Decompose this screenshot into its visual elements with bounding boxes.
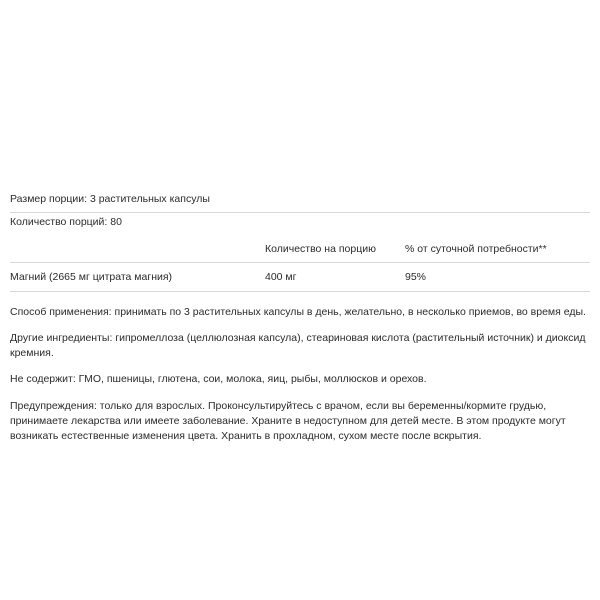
- serving-size-row: [10, 190, 590, 213]
- servings-per-container-text: Количество порций: 80: [10, 216, 122, 229]
- column-header-daily-value: % от суточной потребности**: [405, 235, 590, 262]
- column-header-name: [10, 235, 265, 262]
- serving-size-text: Размер порции: 3 растительных капсулы: [10, 190, 590, 213]
- nutrient-amount: 400 мг: [265, 262, 405, 291]
- servings-per-container-row: [10, 213, 590, 236]
- nutrient-name: Магний (2665 мг цитрата магния): [10, 262, 265, 291]
- free-of-text: Не содержит: ГМО, пшеницы, глютена, сои, молока, яиц, рыбы, моллюсков и орехов.: [10, 373, 427, 386]
- column-header-amount-per-serving: Количество на порцию: [265, 235, 405, 262]
- label-content: [10, 190, 590, 444]
- supplement-facts-table: [10, 190, 590, 292]
- nutrient-daily-value: 95%: [405, 262, 590, 291]
- table-row: [10, 262, 590, 291]
- table-header-row: [10, 235, 590, 262]
- warnings-text: Предупреждения: только для взрослых. Проконсультируйтесь с врачом, если вы беременны/кормите грудью, принимаете лекарства или имеете заболевание. Храните в недоступном для детей месте. В этом продукте могут возникать естественные изменения цвета. Хранить в прохладном, сухом месте после вскрытия.: [10, 399, 566, 442]
- directions-text: Способ применения: принимать по 3 растительных капсулы в день, желательно, в несколько приемов, во время еды.: [10, 305, 586, 318]
- other-ingredients-text: Другие ингредиенты: гипромеллоза (целлюлозная капсула), стеариновая кислота (растительный источник) и диоксид кремния.: [10, 331, 586, 360]
